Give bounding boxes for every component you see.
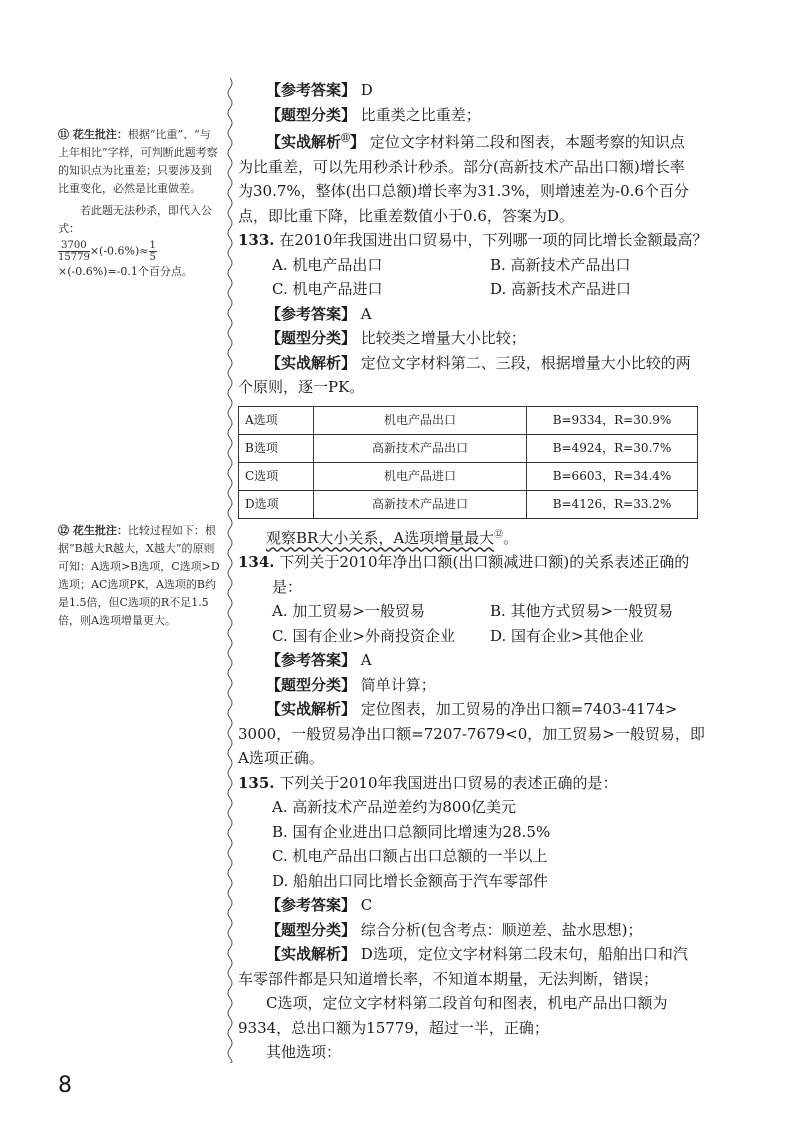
answer-133: A [360,304,372,323]
option-134-d: D. 国有企业>其他企业 [490,626,644,645]
option-134-b: B. 其他方式贸易>一般贸易 [490,602,674,620]
option-135-c: C. 机电产品出口额占出口总额的一半以上 [272,847,548,865]
question-135: 135. 下列关于2010年我国进出口贸易的表述正确的是： [238,773,618,792]
main-content: 【参考答案】 D 【题型分类】 比重类之比重差； 【实战解析⑪】 定位文字材料第二段和图表，本题考察的知识点 为比重差，可以先用秒杀计秒杀。部分(高新技术产品出口额)增长率 为30.7%，整体(出口总额)增长率为31.3%，则增速差为-0.6个百分 点，即比重下降，比重差数值小于0.6，答案为D。 133. 在2010年我国进出口贸易中，下列哪一项的同比增长金额最高？ A. 机电产品出口 B. 高新技术产品出口 C. 机电产品进口 D. 高新技术产品进口 【参考答案】 A 【题型分类】 比较类之增量大小比较； 【实战解析】 定位文字材料第二、三段，根据增量大小比较的两 个原则，逐一PK。 A选项 机电产品出口 B=9334，R=30.9% B选项 高新技术产品出口 B=4924，R=30.7% C选项 机电产品进口 B=6603，R=34.4% D选项 高新技术产品进口 B=4126，R=33.2% 观察BR大小关系，A选项增量最大⑫。 134. 下列关于2010年净出口额(出口额减进口额)的关系表述正确的 是： A. 加工贸易>一般贸易 B. 其他方式贸易>一般贸易 C. 国有企业>外商投资企业 D. 国有企业>其他企业 【参考答案】 A 【题型分类】 简单计算； 【实战解析】 定位图表，加工贸易的净出口额=7403-4174> 3000，一般贸易净出口额=7207-7679<0，加工贸易>一般贸易，即 A选项正确。 135. 下列关于2010年我国进出口贸易的表述正确的是： A. 高新技术产品逆差约为800亿美元 B. 国有企业进出口总额同比增速为28.5% C. 机电产品出口额占出口总额的一半以上 D. 船舶出口同比增长金额高于汽车零部件 【参考答案】 C 【题型分类】 综合分析(包含考点：顺逆差、盐水思想)； 【实战解析】 D选项，定位文字材料第二段末句，船舶出口和汽 车零部件都是只知道增长率，不知道本期量，无法判断，错误； C选项，定位文字材料第二段首句和图表，机电产品出口额为 9334，总出口额为15779，超过一半，正确； 其他选项： [238,81,708,1061]
option-134-a: A. 加工贸易>一般贸易 [272,602,425,620]
option-133-a: A. 机电产品出口 [272,255,383,274]
formula-fraction-2: $\frac{1}{5}$ [149,240,156,263]
type-132: 比重类之比重差； [360,105,481,124]
option-135-a: A. 高新技术产品逆差约为800亿美元 [272,798,517,816]
option-134-c: C. 国有企业>外商投资企业 [272,626,456,645]
margin-divider [226,78,234,1063]
table-row: C选项 机电产品进口 B=6603，R=34.4% [239,462,698,490]
note-extra: 若此题无法秒杀，即代入公式： [58,204,212,235]
page-number: 8 [58,1073,72,1098]
observation-133: 观察BR大小关系，A选项增量最大 [266,528,495,547]
table-row: D选项 高新技术产品进口 B=4126，R=33.2% [239,490,698,518]
option-135-d: D. 船舶出口同比增长金额高于汽车零部件 [272,871,549,890]
option-133-c: C. 机电产品进口 [272,280,383,298]
option-135-b: B. 国有企业进出口总额同比增速为28.5% [272,822,551,841]
note-text: 比较过程如下：根据“B越大R越大，X越大”的原则可知：A选项>B选项，C选项>D选项；AC选项PK，A选项的B约是1.5倍，但C选项的R不足1.5倍，则A选项增量更大。 [58,524,220,627]
sidebar-note-12 [58,522,220,630]
table-row: B选项 高新技术产品出口 B=4924，R=30.7% [239,434,698,462]
sidebar-note-11 [58,126,220,281]
table-row: A选项 机电产品出口 B=9334，R=30.9% [239,406,698,434]
question-133: 133. 在2010年我国进出口贸易中，下列哪一项的同比增长金额最高？ [238,231,708,249]
note-text: 根据“比重”、“与上年相比”字样，可判断此题考察的知识点为比重差；只要涉及到比重变化，必然是比重做差。 [58,128,218,195]
note-title: ⑪ 花生批注： [58,128,128,141]
answer-135: C [360,896,373,914]
option-133-d: D. 高新技术产品进口 [490,280,632,298]
answer-134: A [360,651,372,669]
note-formula: $\frac{3700}{15779}$ ×(-0.6%)≈ $\frac{1}{5}$ [58,240,156,263]
question-134: 134. 下列关于2010年净出口额(出口额减进口额)的关系表述正确的 [238,553,690,571]
answer-132: D [360,81,373,99]
note-formula-end: ×(-0.6%)=-0.1个百分点。 [58,265,193,278]
option-133-b: B. 高新技术产品出口 [490,255,631,274]
formula-fraction-1: $\frac{3700}{15779}$ [58,240,90,263]
note-title: ⑫ 花生批注： [58,524,128,537]
comparison-table [238,406,698,519]
